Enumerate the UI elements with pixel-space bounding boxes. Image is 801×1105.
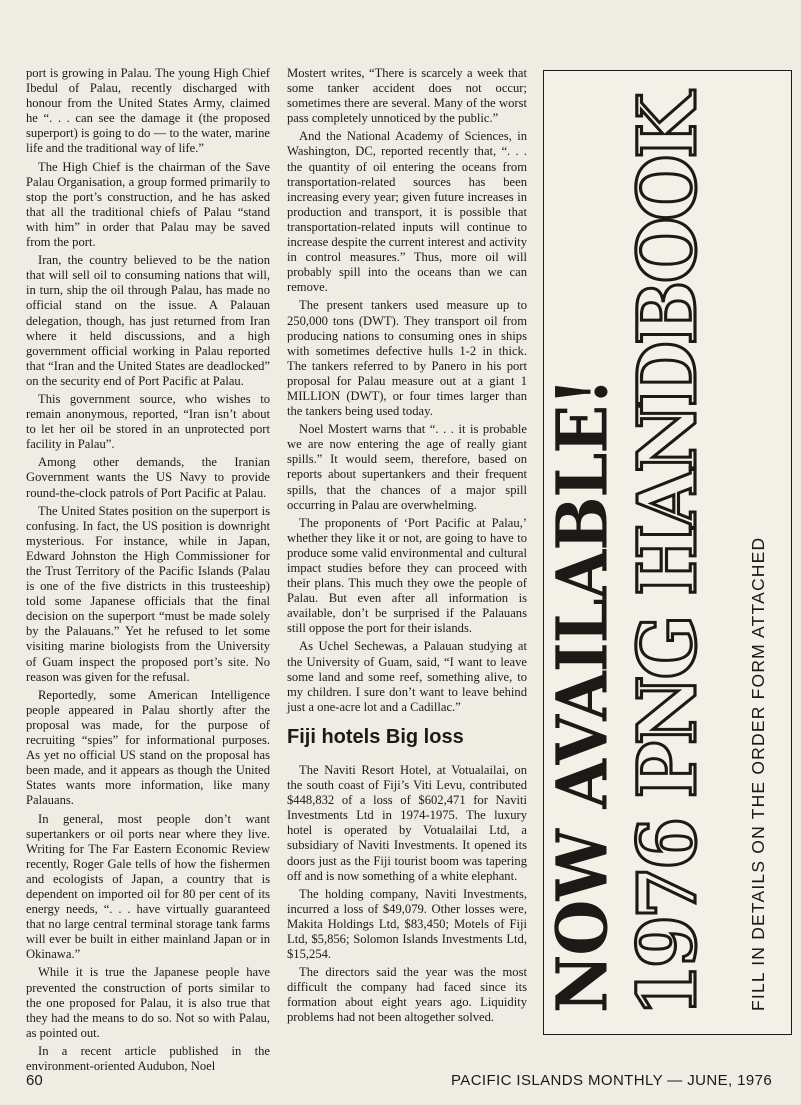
running-footer: PACIFIC ISLANDS MONTHLY — JUNE, 1976 [451,1072,773,1089]
paragraph: Among other demands, the Iranian Government wants the US Navy to provide round-the-clock patrols of Port Pacific at Palau. [26,455,270,500]
paragraph: This government source, who wishes to remain anonymous, reported, “Iran isn’t about to let her oil be stored in an unprotected port facility in Palau”. [26,391,270,452]
paragraph: Iran, the country believed to be the nation that will sell oil to consuming nations that will, in turn, ship the oil through Palau, has made no official stand on the issue. A Palauan delegation, though, has just returned from Iran where it held discussions, and a high government official working in Palau reported that “Iran and the United States are deadlocked” on the security end of Port Pacific at Palau. [26,253,270,388]
paragraph: Noel Mostert warns that “. . . it is probable we are now entering the age of really giant spills.” It would seem, therefore, based on reports about supertankers and their frequent spills, that the chances of a major spill occurring in Palau are overwhelming. [287,422,527,512]
handbook-advertisement [543,70,792,1035]
paragraph: In a recent article published in the environment-oriented Audubon, Noel [26,1043,270,1073]
paragraph: As Uchel Sechewas, a Palauan studying at the University of Guam, said, “I want to leave some land and some reef, something alive, to my children. I sure don’t want to leave behind just a one-acre lot and a Cadillac.” [287,639,527,714]
paragraph: The Naviti Resort Hotel, at Votualailai, on the south coast of Fiji’s Viti Levu, contributed $448,832 of a loss of $602,471 for Naviti Investments Ltd in 1974-1975. The luxury hotel is operated by Votualailai Ltd, a subsidiary of Naviti Investments. It opened its doors just as the Fiji tourist boom was tapering off and is now something of a white elephant. [287,762,527,883]
paragraph: In general, most people don’t want supertankers or oil ports near where they live. Writing for The Far Eastern Economic Review recently, Roger Gale tells of how the fishermen and ecologists of Japan, a country that is dependent on imported oil for 80 per cent of its energy needs, “. . . have virtually guaranteed that no large central terminal storage tank farms will ever be built in either mainland Japan or in Okinawa.” [26,811,270,962]
ad-headline-handbook: 1976 PNG HANDBOOK [619,96,714,1017]
paragraph: The directors said the year was the most difficult the company had faced since its formation about eight years ago. Liquidity problems had not been altogether solved. [287,965,527,1025]
paragraph: And the National Academy of Sciences, in Washington, DC, reported recently that, “. . . the quantity of oil entering the oceans from transportation-related sources has been increasing every year; given future increases in production and transport, it is possible that transportation-related inputs will continue to increase despite the current interest and activity in control measures.” Thus, more oil will probably spill into the oceans than we can remove. [287,129,527,295]
paragraph: Mostert writes, “There is scarcely a week that some tanker accident does not occur; sometimes there are several. Many of the worst pass completely unnoticed by the public.” [287,66,527,126]
paragraph: The present tankers used measure up to 250,000 tons (DWT). They transport oil from producing nations to consuming ones in ships with sometimes defective hulls 1-2 in thick. The tankers referred to by Panero in his port proposal for Palau measure out at a giant 1 MILLION (DWT), or four times larger than the tankers being used today. [287,298,527,419]
paragraph: The holding company, Naviti Investments, incurred a loss of $49,079. Other losses were, Makita Holdings Ltd, $83,450; Motels of Fiji Ltd, $5,856; Solomon Islands Investments Ltd, $15,254. [287,886,527,962]
ad-order-instructions: FILL IN DETAILS ON THE ORDER FORM ATTACHED [748,536,768,1011]
paragraph: Reportedly, some American Intelligence people appeared in Palau shortly after the proposal was made, for the purpose of recruiting “spies” for informational purposes. As yet no official US stand on the proposal has been made, and it appears as though the United States wants more information, like many Palauans. [26,687,270,808]
article-column-2 [287,66,527,1029]
page-number: 60 [26,1072,43,1089]
paragraph: The proponents of ‘Port Pacific at Palau,’ whether they like it or not, are going to have to produce some valid environmental and cultural impact studies before they can proceed with their plans. This much they owe the people of Palau. But even after all information is available, don’t be surprised if the Palauans still oppose the port for their islands. [287,515,527,636]
paragraph: port is growing in Palau. The young High Chief Ibedul of Palau, recently discharged with honour from the United States Army, claimed he “. . . can see the damage it (the proposed superport) is going to do — to the water, marine life and the traditional way of life.” [26,66,270,156]
article-headline: Fiji hotels Big loss [287,725,464,748]
paragraph: The High Chief is the chairman of the Save Palau Organisation, a group formed primarily to stop the port’s construction, and he has asked that all the traditional chiefs of Palau “stand with him” in order that Palau may be saved from the port. [26,159,270,250]
paragraph: The United States position on the superport is confusing. In fact, the US position is downright mysterious. For instance, while in Japan, Edward Johnston the High Commissioner for the Trust Territory of the Pacific Islands (Palau is one of the five districts in this trusteeship) told some Japanese officials that the final decision on the superport “must be made solely by the Palauans.” Yet he refused to let some visiting marine biologists from the University of Guam inspect the proposed port’s site. No reason was given for the refusal. [26,503,270,684]
article-column-1 [26,66,270,1077]
ad-headline-now-available: NOW AVAILABLE! [541,378,624,1013]
paragraph: While it is true the Japanese people have prevented the construction of ports similar to the one proposed for Palau, it is also true that they had the means to do so. Not so with Palau, as pointed out. [26,965,270,1040]
